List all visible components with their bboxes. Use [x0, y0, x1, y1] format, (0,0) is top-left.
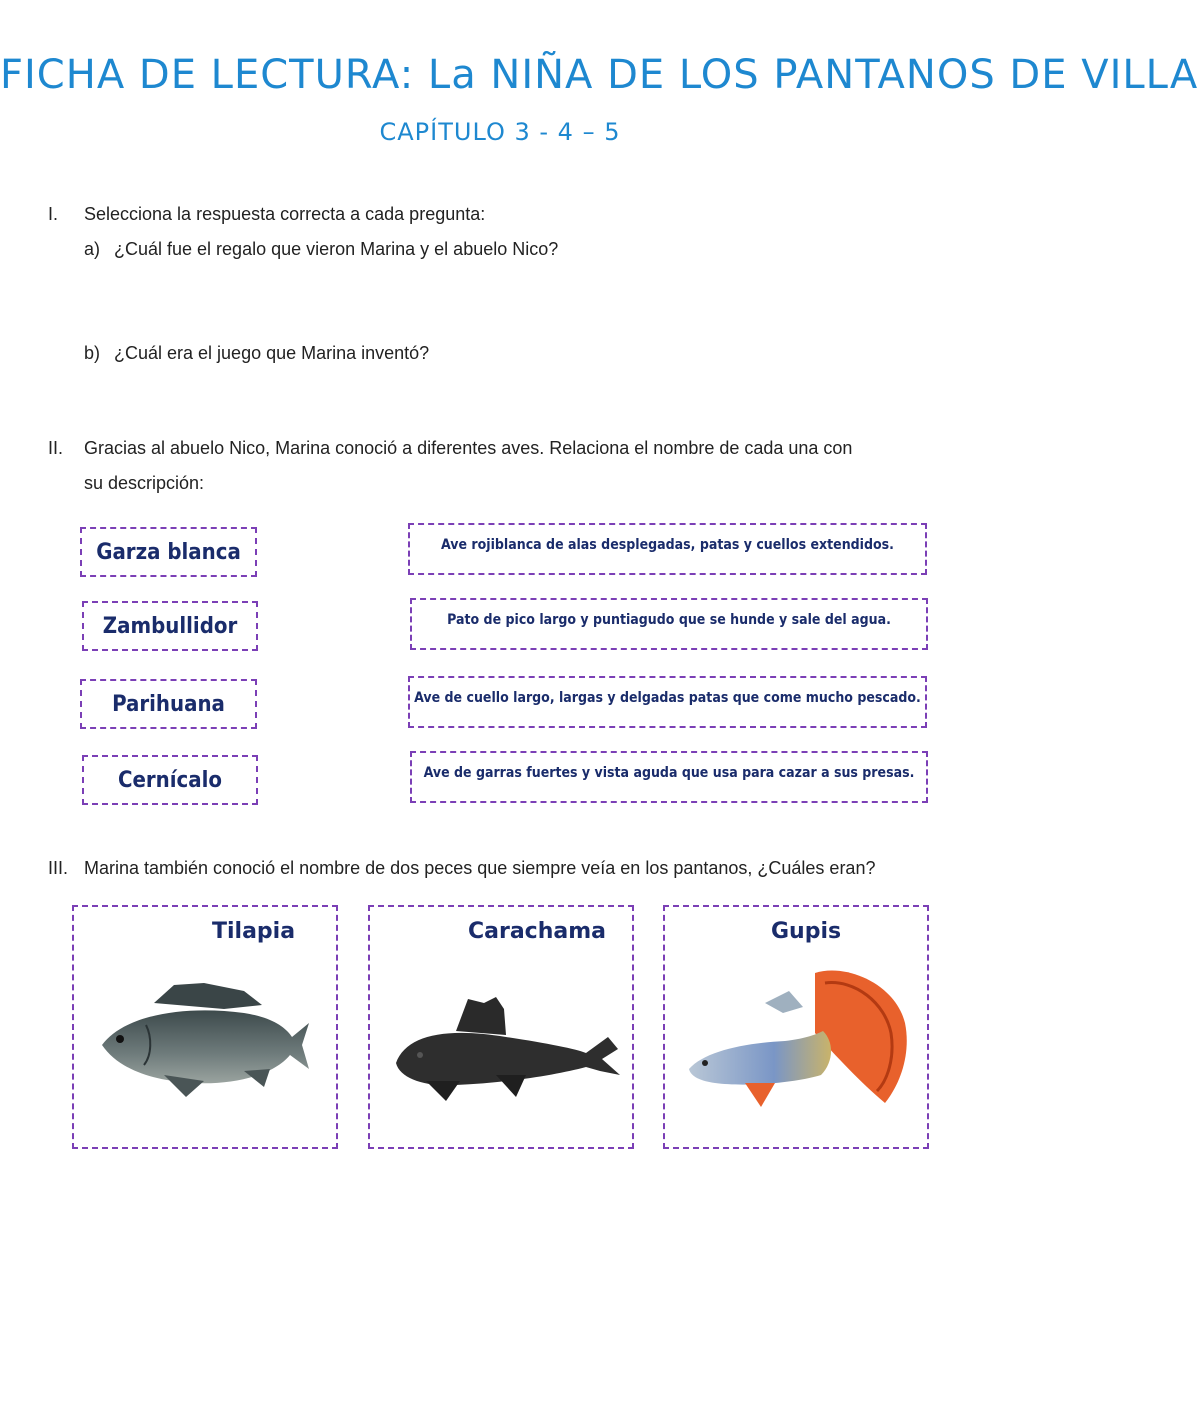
section-2-instruction-line1: Gracias al abuelo Nico, Marina conoció a diferentes aves. Relaciona el nombre de cada una con: [84, 438, 853, 458]
chapter-subtitle: CAPÍTULO 3 - 4 – 5: [379, 118, 621, 146]
fish-name-tilapia: Tilapia: [212, 919, 296, 944]
bird-name-zambullidor[interactable]: Zambullidor: [82, 601, 258, 651]
section-3-instruction: Marina también conoció el nombre de dos peces que siempre veía en los pantanos, ¿Cuáles eran?: [84, 858, 876, 878]
tilapia-fish-icon: [94, 965, 316, 1105]
bird-name-parihuana[interactable]: Parihuana: [80, 679, 257, 729]
question-b-text: ¿Cuál era el juego que Marina inventó?: [114, 343, 430, 363]
section-2-instruction-line2: su descripción:: [84, 473, 205, 493]
question-a-label: a): [84, 239, 101, 259]
fish-card-tilapia[interactable]: [72, 905, 338, 1149]
fish-card-gupis[interactable]: [663, 905, 929, 1149]
section-1-number: I.: [48, 204, 59, 224]
bird-name-cernicalo[interactable]: Cernícalo: [82, 755, 258, 805]
guppy-fish-icon: [685, 963, 915, 1133]
fish-name-gupis: Gupis: [771, 919, 842, 944]
bird-name-garza-blanca[interactable]: Garza blanca: [80, 527, 257, 577]
page-title: FICHA DE LECTURA: La NIÑA DE LOS PANTANOS DE VILLA: [0, 52, 1198, 98]
bird-description-2[interactable]: Pato de pico largo y puntiagudo que se hunde y sale del agua.: [410, 598, 928, 650]
bird-description-1[interactable]: Ave rojiblanca de alas desplegadas, patas y cuellos extendidos.: [408, 523, 927, 575]
section-1-instruction: Selecciona la respuesta correcta a cada pregunta:: [84, 204, 486, 224]
bird-description-3[interactable]: Ave de cuello largo, largas y delgadas patas que come mucho pescado.: [408, 676, 927, 728]
section-2-number: II.: [48, 438, 64, 458]
bird-description-4[interactable]: Ave de garras fuertes y vista aguda que usa para cazar a sus presas.: [410, 751, 928, 803]
question-b-label: b): [84, 343, 101, 363]
fish-card-carachama[interactable]: [368, 905, 634, 1149]
section-3-number: III.: [48, 858, 69, 878]
fish-name-carachama: Carachama: [468, 919, 607, 944]
question-a-text: ¿Cuál fue el regalo que vieron Marina y el abuelo Nico?: [114, 239, 559, 259]
carachama-fish-icon: [386, 975, 626, 1115]
